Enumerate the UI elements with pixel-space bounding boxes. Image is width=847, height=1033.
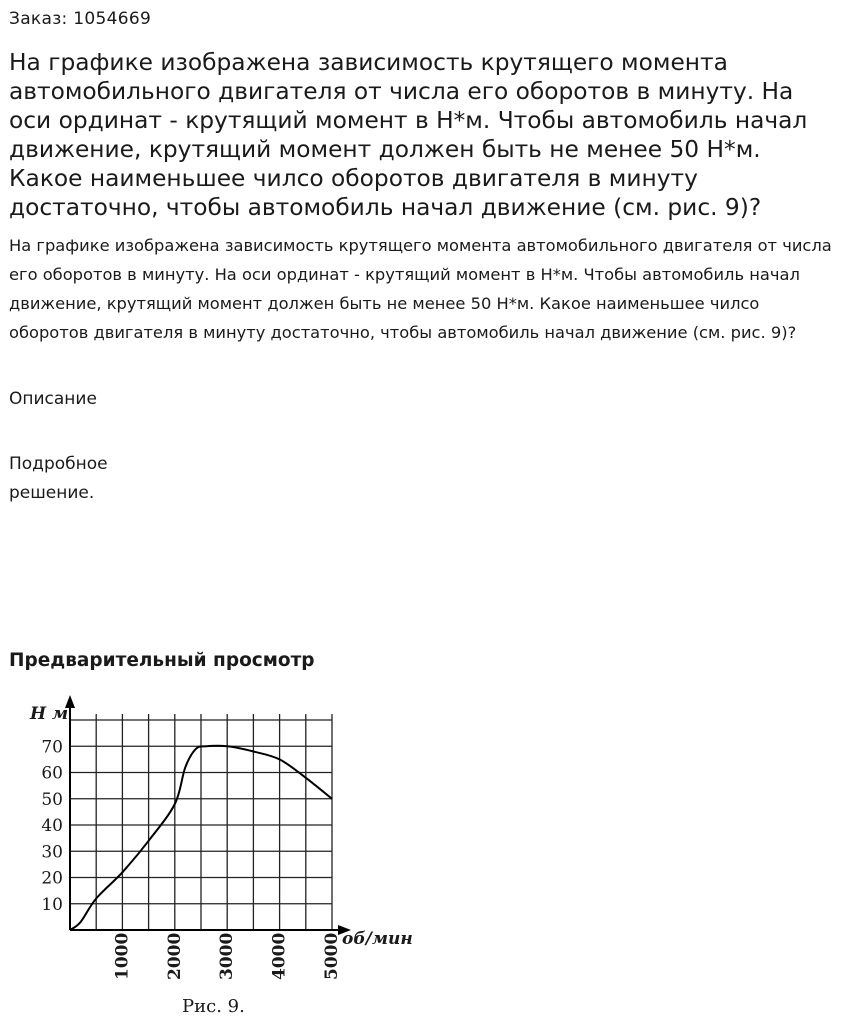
y-tick-label: 60 [41, 763, 63, 784]
description-label: Описание [9, 389, 97, 409]
y-axis-label: Н м [30, 704, 69, 724]
x-tick-label: 2000 [164, 932, 185, 980]
preview-title: Предварительный просмотр [9, 650, 315, 671]
y-tick-label: 50 [41, 789, 63, 810]
y-tick-label: 30 [41, 842, 63, 863]
order-number: Заказ: 1054669 [9, 9, 152, 29]
solution-label: Подробное решение. [9, 454, 108, 503]
x-tick-label: 1000 [112, 932, 133, 980]
torque-chart [0, 690, 420, 1025]
x-tick-label: 4000 [269, 932, 290, 980]
y-tick-label: 20 [41, 868, 63, 889]
x-tick-label: 5000 [322, 932, 342, 980]
x-axis-label: об/мин [342, 929, 413, 949]
figure-caption: Рис. 9. [182, 996, 245, 1017]
question-body: На графике изображена зависимость крутящего момента автомобильного двигателя от числа его оборотов в минуту. На оси ординат - крутящий момент в Н*м. Чтобы автомобиль начал движение, крутящий момент должен быть не менее 50 Н*м. Какое наименьшее чилсо оборотов двигателя в минуту достаточно, чтобы автомобиль начал движение (см. рис. 9)? [9, 236, 832, 342]
question-title: На графике изображена зависимость крутящего момента автомобильного двигателя от числа его оборотов в минуту. На оси ординат - крутящий момент в Н*м. Чтобы автомобиль начал движение, крутящий момент должен быть не менее 50 Н*м. Какое наименьшее чилсо оборотов двигателя в минуту достаточно, чтобы автомобиль начал движение (см. рис. 9)? [9, 49, 808, 221]
y-tick-label: 10 [41, 894, 63, 915]
chart-axes [65, 695, 351, 935]
y-tick-label: 70 [41, 737, 63, 758]
y-tick-label: 40 [41, 816, 63, 836]
x-tick-label: 3000 [217, 932, 238, 980]
